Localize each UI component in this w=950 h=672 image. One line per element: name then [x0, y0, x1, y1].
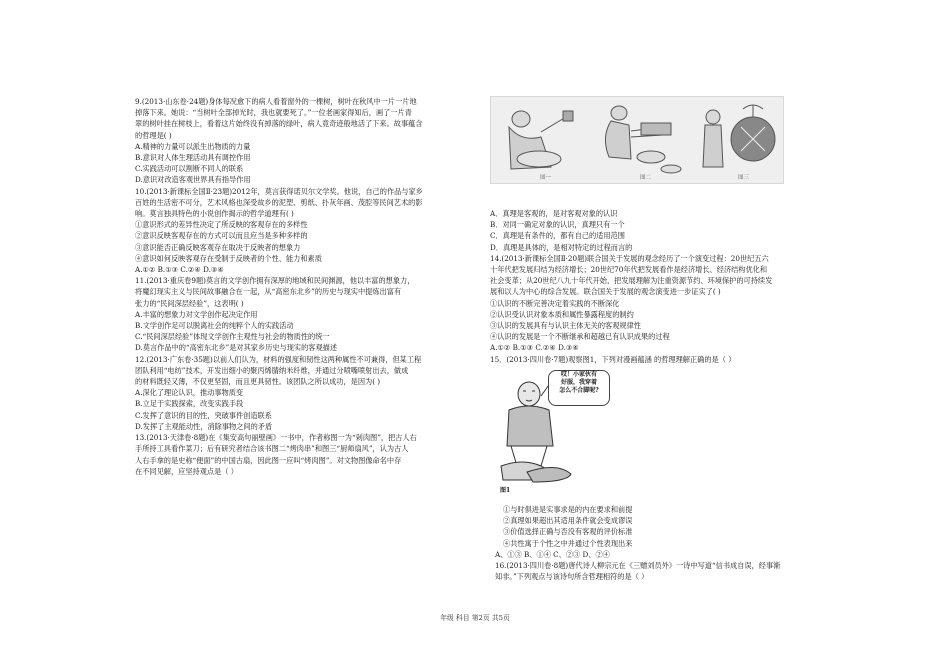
left-text-line: D.莫言作品中的“高密东北乡”是对其家乡历史与现实的客观描述 — [135, 343, 338, 353]
right-bottom-text-line: ③价值选择正确与否没有客观的评价标准 — [503, 527, 633, 537]
left-text-line: B.意识对人体生理活动具有调控作用 — [135, 153, 251, 163]
left-text-line: C.“民间深层经验”体现文学创作主观性与社会的物质性的统一 — [135, 332, 330, 342]
cartoon-label: 图1 — [500, 487, 511, 494]
left-text-line: 团队利用“电纺”技术，开发出细小的聚丙烯腈纳米纤维，并通过分喷嘴喷射出去，做成 — [135, 365, 409, 375]
left-text-line: 人右手拿的是史称“便面”的中国古扇，因此图一应叫“烤肉图”。对文物图像命名中存 — [135, 455, 402, 465]
mural-sketches-illustration — [491, 97, 783, 183]
right-bottom-text-line: ④共性寓于个性之中并通过个性表现出来 — [503, 538, 633, 548]
right-top-text-line: ①认识的不断完善决定着实践的不断深化 — [490, 298, 620, 308]
right-top-text-line: C．真理是有条件的，都有自己的适用范围 — [490, 231, 625, 241]
left-text-line: 10.(2013·新课标全国Ⅱ·23题)2012年，莫言获得诺贝尔文学奖。他说，自己的作品与家乡 — [135, 186, 423, 196]
figure-caption-1: 图一 — [540, 175, 552, 181]
left-text-line: A.①② B.①③ C.②④ D.③④ — [135, 265, 224, 275]
right-bottom-text-line: 知非。”下列观点与该诗句所含哲理相符的是（ ） — [495, 572, 649, 582]
page-footer: 年级 科目 第2页 共5页 — [440, 614, 510, 622]
left-text-line: 9.(2013·山东卷·24题)身体每况愈下的病人看着窗外的一棵树，树叶在秋风中一片一片地 — [135, 97, 417, 106]
left-text-line: 12.(2013·广东卷·35题)以前人们认为，材料的强度和韧性这两种属性不可兼得，但某工程 — [135, 354, 422, 364]
right-top-text-line: A.①② B.①③ C.②④ D.③④ — [490, 343, 579, 353]
left-text-line: C.发挥了意识的目的性，突破事件创造联系 — [135, 410, 272, 420]
figure-caption-2: 图二 — [640, 175, 652, 181]
left-text-line: 百姓的生活密不可分，艺术风格也深受故乡的泥塑、剪纸、扑灰年画、茂腔等民间艺术的影 — [135, 197, 423, 207]
left-text-line: 在不同见解，应坚持观点是（ ） — [135, 466, 238, 476]
right-top-text-line: D．真理是具体的，是相对特定的过程而言的 — [490, 242, 633, 252]
left-text-line: B.文学创作足可以脱离社会的纯粹个人的实践活动 — [135, 321, 294, 331]
bubble-line-1: 哎！小家伙有 — [560, 371, 597, 378]
bubble-line-2: 好服，我穿着 — [560, 379, 597, 386]
left-column — [135, 96, 465, 477]
figure-caption-3: 图三 — [738, 175, 750, 181]
right-top-text-line: B．对同一确定对象的认识，真理只有一个 — [490, 220, 625, 230]
left-text-line: D.意识对改造客观世界具有指导作用 — [135, 175, 251, 185]
left-text-line: 13.(2013·天津卷·8题)在《集安高句丽壁画》一书中，作者称图一为“剁肉图”，把古人右 — [135, 433, 417, 443]
right-column — [490, 208, 825, 365]
right-top-text-line: ④认识的发展是一个不断继承和超越已有认识成果的过程 — [490, 332, 670, 342]
left-text-line: 将魔幻现实主义与民间故事融合在一起，从“高密东北乡”的历史与现实中提炼出富有 — [135, 287, 402, 297]
right-top-text-line: ②认识受认识对象本质和属性暴露程度的制约 — [490, 309, 634, 319]
right-top-text-line: 14.(2013·新课标全国Ⅱ·20题)联合国关于发展的观念经历了一个演变过程：20世纪五六 — [490, 253, 769, 263]
left-text-line: 手所持工具看作菜刀；后有研究者结合该书图二“烤肉串”和图三“厨师扇风”，认为古人 — [135, 444, 409, 454]
left-text-line: ④意识如何反映客观存在受制于反映者的个性、能力和素质 — [135, 253, 322, 263]
right-top-text-line: 社会变革；从20世纪八九十年代开始，把发展理解为注重资源节约、环境保护的可持续发 — [490, 276, 773, 286]
left-text-line: 掉落下来。她说：“当树叶全部掉光时，我也就要死了。”一位老画家得知后，画了一片青 — [135, 108, 412, 118]
left-text-line: A.丰富的想象力对文学创作起决定作用 — [135, 309, 258, 319]
speech-bubble — [548, 370, 610, 406]
right-bottom-text-line: A、①③ B、①④ C、②③ D、②④ — [495, 549, 610, 559]
right-top-text-line: 十年代把发展归结为经济增长；20世纪70年代把发展看作是经济增长、经济结构优化和 — [490, 265, 768, 275]
left-text-line: A.深化了理论认识，推动事物质变 — [135, 388, 244, 398]
bubble-line-3: 怎么不合脚呢? — [559, 387, 599, 394]
left-text-line: A.精神的力量可以派生出物质的力量 — [135, 141, 251, 151]
right-column-top — [490, 208, 825, 365]
right-top-text-line: ③认识的发展具有与认识主体无关的客观规律性 — [490, 321, 641, 331]
right-column-bottom — [495, 504, 835, 582]
left-text-line: C.实践活动可以割断不同人的联系 — [135, 164, 244, 174]
left-text-line: 的哲理是( ) — [135, 130, 172, 140]
right-bottom-text-line: ①与时俱进是实事求是的内在要求和前提 — [503, 505, 633, 514]
right-top-text-line: A．真理是客观的，是对客观对象的认识 — [490, 209, 618, 218]
left-text-line: ③意识能否正确反映客观存在取决于反映者的想象力 — [135, 242, 301, 252]
right-bottom-text-line: 16.(2013·四川卷·8题)唐代诗人柳宗元在《三赠刘员外》一诗中写道“信书成自误，经事渐 — [495, 561, 781, 571]
right-top-text-line: 15．(2013·四川卷·7题)观察图1，下列对漫画蕴涵 的哲理理解正确的是（ ） — [490, 354, 736, 364]
left-text-line: 张力的“民间深层经验”，这表明( ) — [135, 298, 244, 308]
left-text-line: B.立足于实践探索，改变实践手段 — [135, 399, 244, 409]
left-text-line: ①意识形式的差异性决定了所反映的客观存在的多样性 — [135, 220, 308, 230]
left-text-line: D.发挥了主观能动性，消除事物之间的矛盾 — [135, 421, 273, 431]
left-text-line: 响。莫言独具特色的小说创作揭示的哲学道理有( ) — [135, 209, 294, 219]
left-text-line: 的材料既轻又薄，不仅更坚固，而且更具韧性。该团队之所以成功，是因为( ) — [135, 377, 381, 387]
left-text-line: ②意识反映客观存在的方式可以而且应当是多种多样的 — [135, 231, 308, 241]
left-text-line: 11.(2013·重庆卷9题)莫言的文学创作拥有深厚的地域和民间渊源，他以丰富的想象力， — [135, 276, 415, 286]
left-text-line: 翠的树叶挂在树枝上，看着这片始终没有掉落的绿叶，病人竟奇迹般地活了下来。故事蕴含 — [135, 119, 423, 129]
right-bottom-text-line: ②真理如果超出其适用条件就会变成谬误 — [503, 516, 633, 526]
ancient-mural-figure — [490, 96, 784, 184]
right-top-text-line: 展和以人为中心的综合发展。联合国关于发展的观念演变进一步证实了( ) — [490, 287, 721, 297]
